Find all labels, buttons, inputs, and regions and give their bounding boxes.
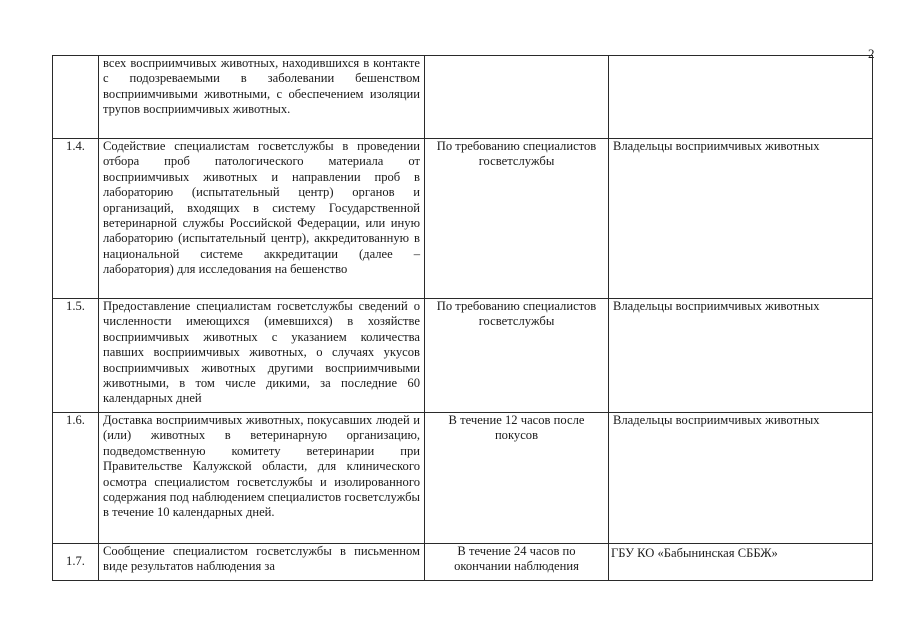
table-row — [53, 139, 873, 299]
table-row — [53, 299, 873, 413]
table-row — [53, 544, 873, 581]
row-action: Содействие специалистам госветслужбы в проведении отбора проб патологического материала от восприимчивых животных и направлении проб в лабораторию (испытательный центр) органов и организаций, входящих в систему Государственной ветеринарной службы Российской Федерации, или иную лабораторию (испытательный центр), аккредитованную в национальной системе аккредитации (далее – лаборатория) для исследования на бешенство — [99, 139, 425, 299]
row-responsible: Владельцы восприимчивых животных — [609, 139, 873, 299]
table-row — [53, 413, 873, 544]
row-action: Предоставление специалистам госветслужбы сведений о численности имеющихся (имевшихся) в хозяйстве восприимчивых животных с указанием количества павших восприимчивых животных, о случаях укусов восприимчивых животных другими восприимчивыми животными, в том числе дикими, за последние 60 календарных дней — [99, 299, 425, 413]
row-responsible: Владельцы восприимчивых животных — [609, 413, 873, 544]
row-term — [425, 56, 609, 139]
row-action: Доставка восприимчивых животных, покусавших людей и (или) животных в ветеринарную организацию, подведомственную комитету ветеринарии при Правительстве Калужской области, для клинического осмотра специалистом госветслужбы и изолированного содержания под наблюдением специалистов госветслужбы в течение 10 календарных дней. — [99, 413, 425, 544]
measures-table — [52, 55, 873, 581]
row-term: В течение 12 часов после покусов — [425, 413, 609, 544]
row-number: 1.7. — [53, 544, 99, 581]
row-term: По требованию специалистов госветслужбы — [425, 299, 609, 413]
row-responsible: Владельцы восприимчивых животных — [609, 299, 873, 413]
page-number: 2 — [868, 46, 875, 61]
row-number: 1.5. — [53, 299, 99, 413]
row-number: 1.6. — [53, 413, 99, 544]
row-action: Сообщение специалистом госветслужбы в письменном виде результатов наблюдения за — [99, 544, 425, 581]
row-responsible: ГБУ КО «Бабынинская СББЖ» — [609, 544, 873, 581]
row-number — [53, 56, 99, 139]
row-action: всех восприимчивых животных, находившихся в контакте с подозреваемыми в заболевании бешенством восприимчивыми животными, с обеспечением изоляции трупов восприимчивых животных. — [99, 56, 425, 139]
row-number: 1.4. — [53, 139, 99, 299]
row-term: В течение 24 часов по окончании наблюдения — [425, 544, 609, 581]
row-term: По требованию специалистов госветслужбы — [425, 139, 609, 299]
row-responsible — [609, 56, 873, 139]
table-row — [53, 56, 873, 139]
